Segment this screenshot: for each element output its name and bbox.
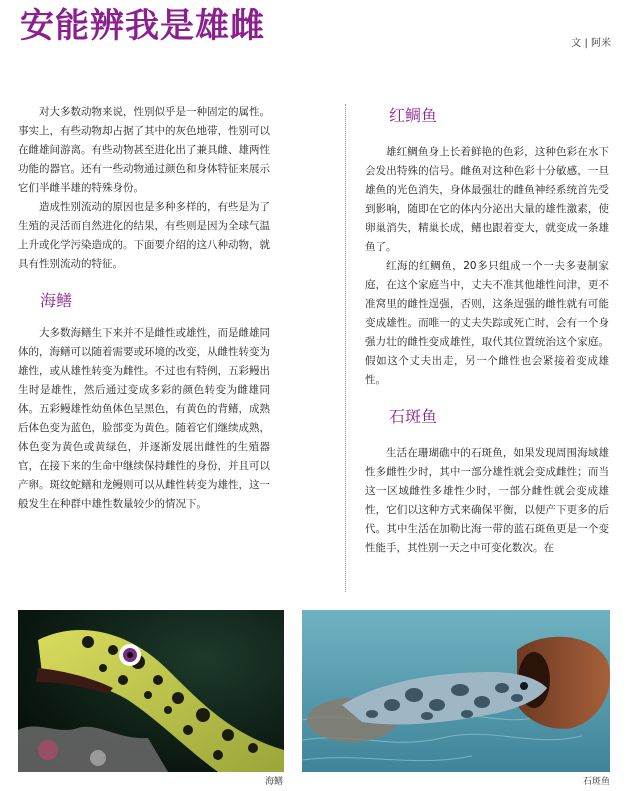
moray-eel-illustration [18,610,284,772]
article-title: 安能辨我是雄雌 [20,6,265,46]
left-column [18,103,270,514]
grouper-illustration [302,610,610,772]
intro-paragraph-2: 造成性别流动的原因也是多种多样的，有些是为了生殖的灵活而自然进化的结果，有些则是因为全球气温上升或化学污染造成的。下面要介绍的这八种动物，就具有性别流动的特征。 [18,201,270,270]
red-snapper-paragraph-2: 红海的红鲷鱼，20多只组成一个一夫多妻制家庭，在这个家庭当中，丈夫不准其他雄性问津，更不准窝里的雌性逞强，否则，这条逞强的雌性就有可能变成雄性。而唯一的丈夫失踪或死亡时，会有一个身强力壮的雌性变成雄性，取代其位置统治这个家庭。假如这个丈夫出走，另一个雌性也会紧接着变成雄性。 [365,260,609,386]
right-column [365,103,609,558]
section-heading-red-snapper: 红鲷鱼 [389,106,438,125]
byline: 文 | 阿米 [571,38,611,49]
moray-eel-photo [18,610,284,772]
moray-paragraph-1: 大多数海鳝生下来并不是雌性或雄性，而是雌雄同体的，海鳝可以随着需要或环境的改变，从雌性转变为雄性，或从雄性转变为雌性。不过也有特例，五彩鳗出生时是雄性，然后通过变成多彩的颜色转变为雌雄同体。五彩鳗雄性幼鱼体色呈黑色，有黄色的背鳍，成熟后体色变为蓝色，脸部变为黄色。随着它们继续成熟，体色变为黄色或黄绿色，并逐渐发展出雌性的生殖器官，在接下来的生命中继续保持雌性的身份，并且可以产卵。斑纹蛇鳝和龙鳗则可以从雌性转变为雄性，这一般发生在种群中雄性数量较少的情况下。 [18,327,270,510]
moray-eel-caption: 海鳝 [265,777,284,787]
section-heading-grouper: 石斑鱼 [389,407,438,426]
grouper-photo [302,610,610,772]
grouper-paragraph-1: 生活在珊瑚礁中的石斑鱼，如果发现周围海域雄性多雌性少时，其中一部分雄性就会变成雌性；而当这一区域雌性多雄性少时，一部分雌性就会变成雄性，它们以这种方式来确保平衡，以便产下更多的后代。其中生活在加勒比海一带的蓝石斑鱼更是一个变性能手，其性别一天之中可变化数次。在 [365,447,609,554]
intro-paragraph-1: 对大多数动物来说，性别似乎是一种固定的属性。事实上，有些动物却占据了其中的灰色地带，性别可以在雌雄间游离。有些动物甚至进化出了兼具雌、雄两性功能的器官。还有一些动物通过颜色和身体特征来展示它们半雌半雄的特殊身份。 [18,106,270,194]
red-snapper-paragraph-1: 雄红鲷鱼身上长着鲜艳的色彩，这种色彩在水下会发出特殊的信号。雌鱼对这种色彩十分敏感，一旦雄鱼的光色消失，身体最强壮的雌鱼神经系统首先受到影响，随即在它的体内分泌出大量的雄性激素，使卵巢消失，精巢长成，鳍也跟着变大，就变成一条雄鱼了。 [365,146,609,253]
grouper-caption: 石斑鱼 [583,777,611,787]
section-heading-moray: 海鳝 [40,291,73,310]
column-divider [345,104,347,592]
